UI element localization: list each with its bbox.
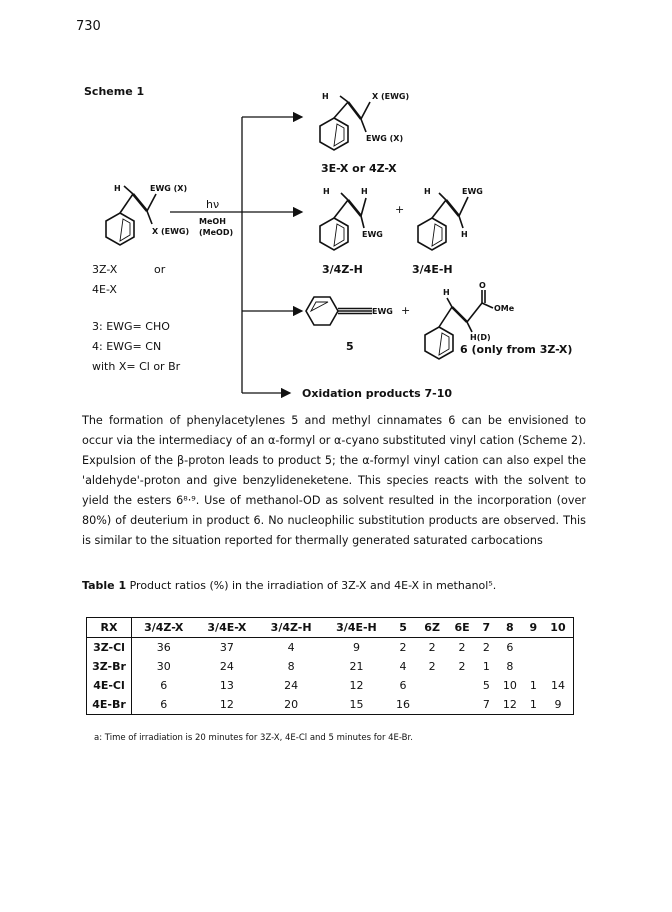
reactant-h-label: H — [114, 184, 121, 193]
table-cell: 4E-Br — [87, 695, 132, 715]
table-cell — [447, 695, 477, 715]
table-cell: 6 — [506, 641, 514, 654]
ester-hd-label: H(D) — [470, 333, 491, 342]
table-cell — [447, 676, 477, 695]
scheme-title: Scheme 1 — [84, 85, 145, 98]
table-cell: 3Z-Br — [87, 657, 132, 676]
product-z-h-structure — [320, 193, 366, 250]
isomer-structure — [320, 96, 370, 150]
table-cell: 20 — [284, 698, 299, 711]
table-cell: 5 — [482, 679, 490, 692]
reactant-bottom-right-label: X (EWG) — [152, 227, 190, 236]
table-cell — [543, 657, 574, 676]
table-header-cell: 6E — [447, 618, 477, 638]
product-ratio-table — [86, 617, 574, 715]
table-header-cell: RX — [87, 618, 132, 638]
table-cell — [417, 695, 447, 715]
table-cell: 1 — [529, 698, 537, 711]
table-cell: 2 — [428, 660, 436, 673]
table-header-cell: 9 — [524, 618, 543, 638]
definition-x: with X= Cl or Br — [92, 360, 181, 373]
table-cell: 1 — [482, 660, 490, 673]
table-cell: 4 — [399, 660, 407, 673]
table-header-cell: 10 — [543, 618, 574, 638]
oxidation-products-label: Oxidation products 7-10 — [302, 387, 453, 400]
table-cell: 24 — [284, 679, 299, 692]
table-header-cell: 3/4Z-H — [258, 618, 324, 638]
reactant-label-3z: 3Z-X — [92, 263, 118, 276]
table-cell: 12 — [349, 679, 364, 692]
reaction-scheme — [0, 0, 672, 400]
table-cell: 4E-Cl — [87, 676, 132, 695]
reactant-label-4e: 4E-X — [92, 283, 117, 296]
table-cell: 8 — [287, 660, 295, 673]
table-cell: 16 — [396, 698, 411, 711]
table-cell: 2 — [399, 641, 407, 654]
table-cell: 3Z-Cl — [87, 638, 132, 658]
definition-4: 4: EWG= CN — [92, 340, 162, 353]
table-cell: 2 — [458, 641, 466, 654]
table-cell — [524, 657, 543, 676]
table-cell: 1 — [529, 679, 537, 692]
condition-solvent: MeOH — [199, 217, 226, 226]
table-caption — [82, 579, 496, 592]
table-cell: 9 — [352, 641, 360, 654]
table-cell: 6 — [160, 698, 168, 711]
table-cell: 12 — [219, 698, 234, 711]
table-cell: 8 — [506, 660, 514, 673]
table-cell: 14 — [550, 679, 565, 692]
table-cell: 6 — [399, 679, 407, 692]
body-paragraph: The formation of phenylacetylenes 5 and methyl cinnamates 6 can be envisioned to occur via the intermediacy of an α-formyl or α-cyano substituted vinyl cation (Scheme 2). Expulsion of the β-proton leads to product 5; the α-formyl vinyl cation can also expel the 'aldehyde'-proton and give benzylideneketene. This species reacts with the solvent to yield the esters 6⁸·⁹. Use of methanol-OD as solvent resulted in the incorporation (over 80%) of deuterium in product 6. No nucleophilic substitution products are observed. This is similar to the situation reported for thermally generated saturated carbocations — [82, 414, 586, 547]
product-e-h-structure — [418, 193, 468, 250]
product-e-h-left-label: H — [424, 187, 431, 196]
isomer-h-label: H — [322, 92, 329, 101]
product-z-h-label: 3/4Z-H — [322, 263, 363, 276]
table-cell: 7 — [482, 698, 490, 711]
table-cell — [417, 676, 447, 695]
reactant-or: or — [154, 263, 166, 276]
table-cell: 2 — [458, 660, 466, 673]
table-header-cell: 8 — [496, 618, 524, 638]
table-header-cell: 3/4E-H — [324, 618, 389, 638]
table-cell: 13 — [219, 679, 234, 692]
isomer-top-right-label: X (EWG) — [372, 92, 410, 101]
product-e-h-right-label: EWG — [462, 187, 483, 196]
table-row — [87, 638, 574, 658]
alkyne-label: 5 — [346, 340, 354, 353]
condition-light: hν — [206, 198, 220, 211]
definition-3: 3: EWG= CHO — [92, 320, 170, 333]
table-cell: 36 — [156, 641, 171, 654]
reactant-structure — [106, 186, 156, 245]
table-caption-label: Table 1 — [82, 579, 127, 592]
table-cell: 10 — [502, 679, 517, 692]
table-cell: 12 — [502, 698, 517, 711]
table-row — [87, 695, 574, 715]
ester-label: 6 (only from 3Z-X) — [460, 343, 573, 356]
table-cell: 4 — [287, 641, 295, 654]
table-header-cell: 5 — [389, 618, 417, 638]
table-cell — [543, 638, 574, 658]
reactant-top-right-label: EWG (X) — [150, 184, 188, 193]
table-row — [87, 676, 574, 695]
plus-sign-2: + — [401, 304, 411, 317]
plus-sign-1: + — [395, 203, 405, 216]
product-e-h-bottom-label: H — [461, 230, 468, 239]
table-header-cell: 3/4E-X — [195, 618, 258, 638]
product-z-h-bottom-label: EWG — [362, 230, 383, 239]
table-cell: 2 — [482, 641, 490, 654]
alkyne-structure — [306, 297, 372, 325]
table-header-row — [87, 618, 574, 638]
table-header-cell: 6Z — [417, 618, 447, 638]
table-caption-text: Product ratios (%) in the irradiation of 3Z-X and 4E-X in methanol⁵. — [129, 579, 497, 592]
isomer-label: 3E-X or 4Z-X — [321, 162, 397, 175]
reaction-arrows — [170, 117, 302, 393]
table-footnote: a: Time of irradiation is 20 minutes for 3Z-X, 4E-Cl and 5 minutes for 4E-Br. — [94, 733, 413, 743]
ester-h-label: H — [443, 288, 450, 297]
table-row — [87, 657, 574, 676]
table-header-cell: 7 — [477, 618, 496, 638]
table-cell: 37 — [219, 641, 234, 654]
page-number: 730 — [76, 19, 101, 34]
alkyne-ewg-label: EWG — [372, 307, 393, 316]
product-e-h-label: 3/4E-H — [412, 263, 453, 276]
table-cell: 15 — [349, 698, 364, 711]
table-cell: 21 — [349, 660, 364, 673]
product-z-h-right-label: H — [361, 187, 368, 196]
table-cell — [524, 638, 543, 658]
ester-o-label: O — [479, 281, 486, 290]
condition-solvent-alt: (MeOD) — [199, 228, 234, 237]
isomer-bottom-right-label: EWG (X) — [366, 134, 404, 143]
ester-ome-label: OMe — [494, 304, 515, 313]
table-header-cell: 3/4Z-X — [132, 618, 196, 638]
table-cell: 9 — [554, 698, 562, 711]
product-z-h-left-label: H — [323, 187, 330, 196]
table-cell: 30 — [156, 660, 171, 673]
table-cell: 6 — [160, 679, 168, 692]
table-cell: 2 — [428, 641, 436, 654]
table-cell: 24 — [219, 660, 234, 673]
